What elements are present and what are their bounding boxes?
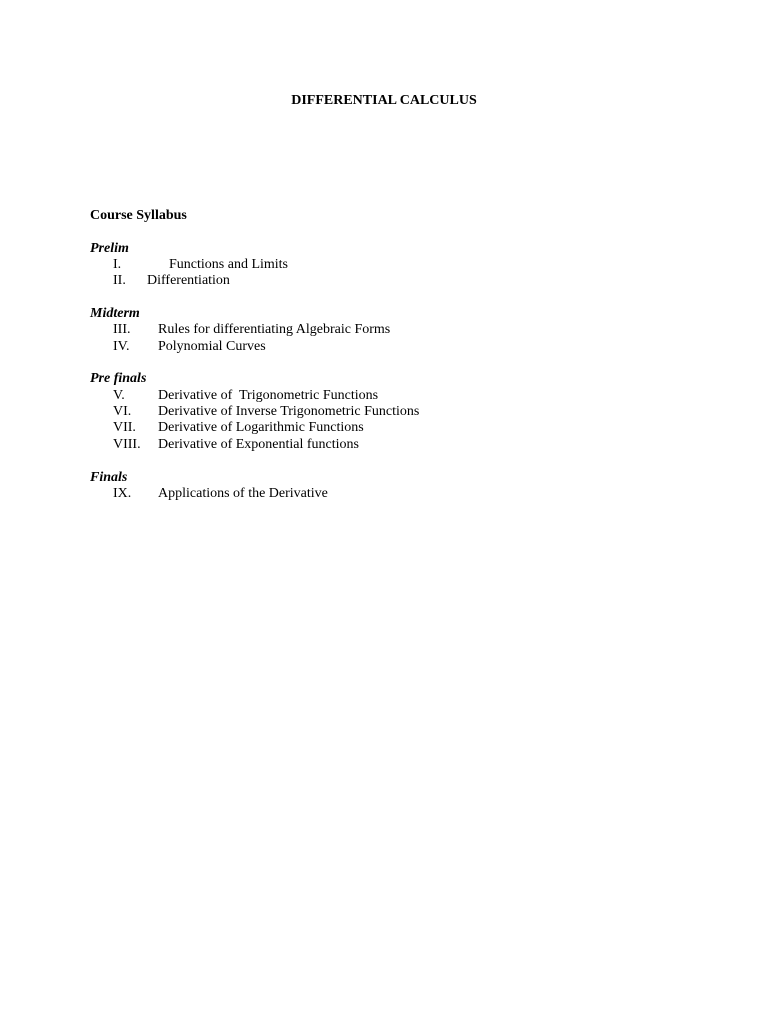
section-heading-pre-finals: Pre finals xyxy=(90,371,147,386)
item-number: I. xyxy=(113,257,122,272)
item-text: Derivative of Trigonometric Functions xyxy=(158,388,379,403)
item-number: VIII. xyxy=(113,437,141,452)
item-text: Functions and Limits xyxy=(169,257,288,272)
item-text: Rules for differentiating Algebraic Forms xyxy=(158,322,391,337)
item-text: Polynomial Curves xyxy=(158,339,266,354)
item-number: IV. xyxy=(113,339,130,354)
item-number: VII. xyxy=(113,420,136,435)
item-number: VI. xyxy=(113,404,132,419)
syllabus-heading: Course Syllabus xyxy=(90,208,187,223)
item-text: Derivative of Inverse Trigonometric Functions xyxy=(158,404,420,419)
item-number: III. xyxy=(113,322,131,337)
section-heading-finals: Finals xyxy=(90,470,128,485)
item-number: V. xyxy=(113,388,125,403)
item-number: II. xyxy=(113,273,126,288)
item-text: Derivative of Exponential functions xyxy=(158,437,359,452)
section-heading-prelim: Prelim xyxy=(90,241,129,256)
item-number: IX. xyxy=(113,486,132,501)
item-text: Derivative of Logarithmic Functions xyxy=(158,420,364,435)
item-text: Differentiation xyxy=(147,273,230,288)
page-title: DIFFERENTIAL CALCULUS xyxy=(291,93,477,108)
item-text: Applications of the Derivative xyxy=(158,486,328,501)
section-heading-midterm: Midterm xyxy=(90,306,140,321)
